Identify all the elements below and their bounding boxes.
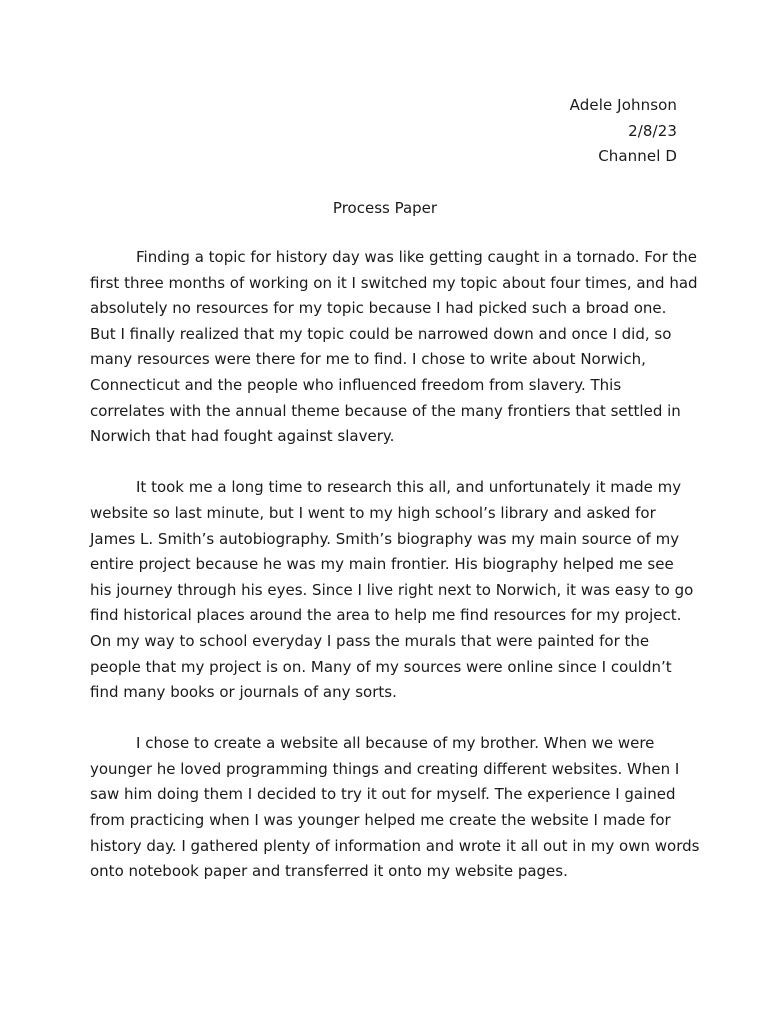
paragraph-line: On my way to school everyday I pass the murals that were painted for the bbox=[90, 631, 650, 650]
document-header bbox=[570, 93, 677, 170]
paragraph-line: Norwich that had fought against slavery. bbox=[90, 427, 395, 446]
paragraph-line: absolutely no resources for my topic because I had picked such a broad one. bbox=[90, 299, 667, 318]
paragraph-line: first three months of working on it I switched my topic about four times, and had bbox=[90, 273, 698, 292]
paragraph-line: entire project because he was my main frontier. His biography helped me see bbox=[90, 555, 674, 574]
paragraph-line: James L. Smith’s autobiography. Smith’s biography was my main source of my bbox=[90, 529, 680, 548]
paragraph-line: find historical places around the area to help me find resources for my project. bbox=[90, 606, 682, 625]
paragraph-line: I chose to create a website all because of my brother. When we were bbox=[136, 734, 655, 753]
paragraph-line: many resources were there for me to find. I chose to write about Norwich, bbox=[90, 350, 646, 369]
paragraph-line: correlates with the annual theme because of the many frontiers that settled in bbox=[90, 401, 681, 420]
paragraph-line: his journey through his eyes. Since I live right next to Norwich, it was easy to go bbox=[90, 580, 694, 599]
paragraph-line: It took me a long time to research this all, and unfortunately it made my bbox=[136, 478, 682, 497]
document-title: Process Paper bbox=[332, 199, 438, 217]
paragraph-line: onto notebook paper and transferred it onto my website pages. bbox=[90, 862, 568, 881]
document-body bbox=[90, 245, 700, 910]
paragraph-line: But I finally realized that my topic could be narrowed down and once I did, so bbox=[90, 324, 672, 343]
paragraph-2 bbox=[90, 475, 694, 705]
paragraph-line: Connecticut and the people who influenced freedom from slavery. This bbox=[90, 375, 622, 394]
paragraph-line: people that my project is on. Many of my sources were online since I couldn’t bbox=[90, 657, 672, 676]
paragraph-line: website so last minute, but I went to my high school’s library and asked for bbox=[90, 503, 656, 522]
author-name: Adele Johnson bbox=[569, 96, 677, 114]
paragraph-line: from practicing when I was younger helped me create the website I made for bbox=[90, 811, 671, 830]
paragraph-line: Finding a topic for history day was like getting caught in a tornado. For the bbox=[136, 248, 698, 266]
channel-label: Channel D bbox=[598, 147, 677, 166]
paragraph-line: history day. I gathered plenty of information and wrote it all out in my own words bbox=[90, 836, 700, 855]
paragraph-1 bbox=[90, 245, 698, 450]
document-date: 2/8/23 bbox=[628, 121, 677, 140]
paragraph-line: find many books or journals of any sorts. bbox=[90, 683, 397, 702]
paragraph-3 bbox=[90, 731, 700, 885]
paragraph-line: saw him doing them I decided to try it out for myself. The experience I gained bbox=[90, 785, 676, 804]
paragraph-line: younger he loved programming things and creating different websites. When I bbox=[90, 759, 680, 778]
